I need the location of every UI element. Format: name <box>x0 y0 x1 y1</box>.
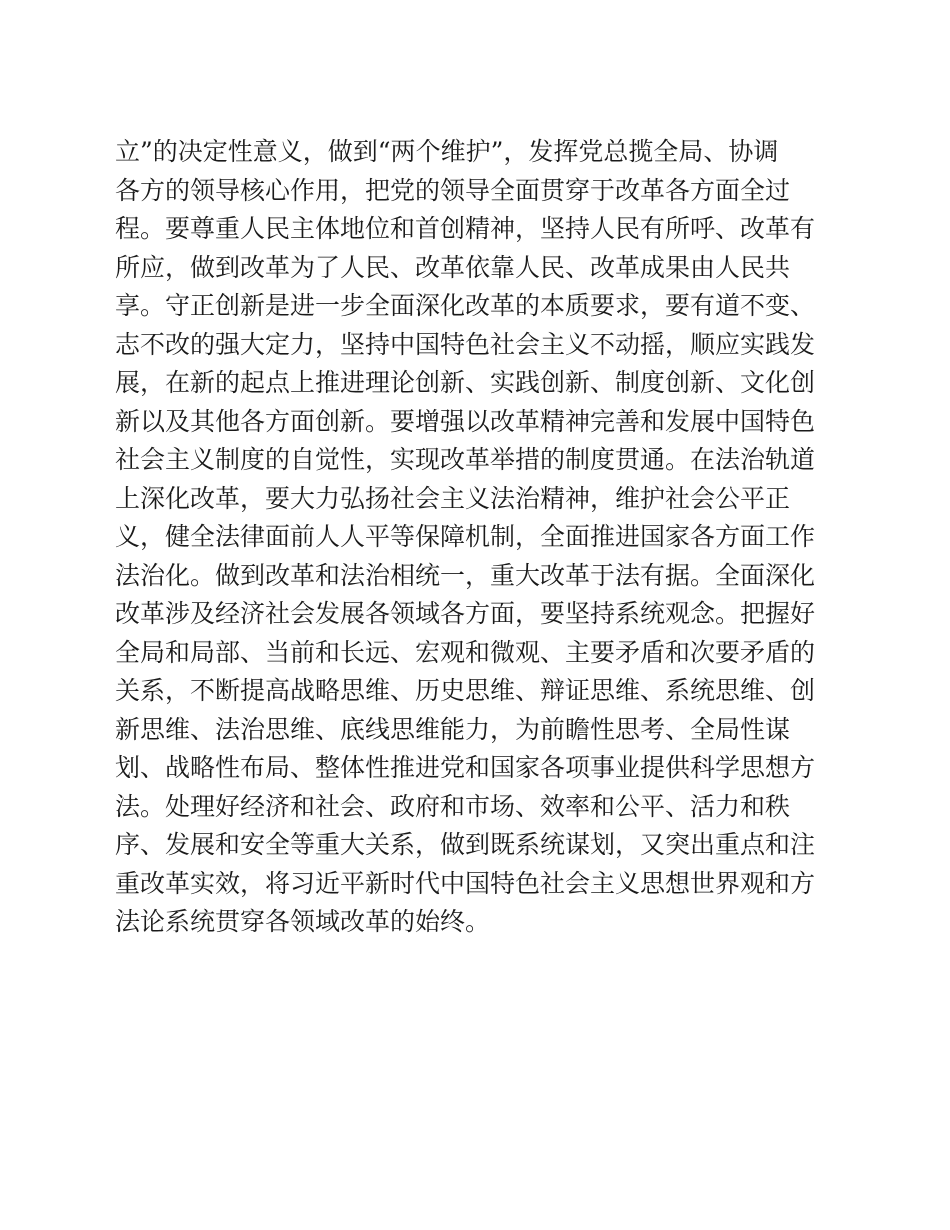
text-line: 法治化。做到改革和法治相统一，重大改革于法有据。全面深化 <box>115 560 815 590</box>
text-line: 义，健全法律面前人人平等保障机制，全面推进国家各方面工作 <box>115 522 815 551</box>
text-line: 程。要尊重人民主体地位和首创精神，坚持人民有所呼、改革有 <box>115 214 815 243</box>
text-line: 各方的领导核心作用，把党的领导全面贯穿于改革各方面全过 <box>115 175 791 205</box>
text-line: 上深化改革，要大力弘扬社会主义法治精神，维护社会公平正 <box>115 483 791 513</box>
text-line: 立”的决定性意义，做到“两个维护”，发挥党总揽全局、协调 <box>115 137 779 166</box>
text-line: 社会主义制度的自觉性，实现改革举措的制度贯通。在法治轨道 <box>115 445 815 474</box>
text-line: 重改革实效，将习近平新时代中国特色社会主义思想世界观和方 <box>115 868 815 898</box>
text-line: 志不改的强大定力，坚持中国特色社会主义不动摇，顺应实践发 <box>115 329 815 359</box>
text-line: 新思维、法治思维、底线思维能力，为前瞻性思考、全局性谋 <box>115 714 791 744</box>
text-line: 关系，不断提高战略思维、历史思维、辩证思维、系统思维、创 <box>115 676 815 705</box>
text-line: 序、发展和安全等重大关系，做到既系统谋划，又突出重点和注 <box>115 830 815 859</box>
text-line: 新以及其他各方面创新。要增强以改革精神完善和发展中国特色 <box>115 406 815 436</box>
text-line: 改革涉及经济社会发展各领域各方面，要坚持系统观念。把握好 <box>115 599 815 628</box>
text-line: 全局和局部、当前和长远、宏观和微观、主要矛盾和次要矛盾的 <box>115 637 815 667</box>
text-line: 所应，做到改革为了人民、改革依靠人民、改革成果由人民共 <box>115 252 791 282</box>
text-line: 展，在新的起点上推进理论创新、实践创新、制度创新、文化创 <box>115 368 815 397</box>
text-line: 法。处理好经济和社会、政府和市场、效率和公平、活力和秩 <box>115 791 791 821</box>
text-line: 法论系统贯穿各领域改革的始终。 <box>115 907 491 936</box>
text-line: 划、战略性布局、整体性推进党和国家各项事业提供科学思想方 <box>115 753 815 782</box>
body-paragraph <box>115 133 815 942</box>
text-line: 享。守正创新是进一步全面深化改革的本质要求，要有道不变、 <box>115 291 815 320</box>
